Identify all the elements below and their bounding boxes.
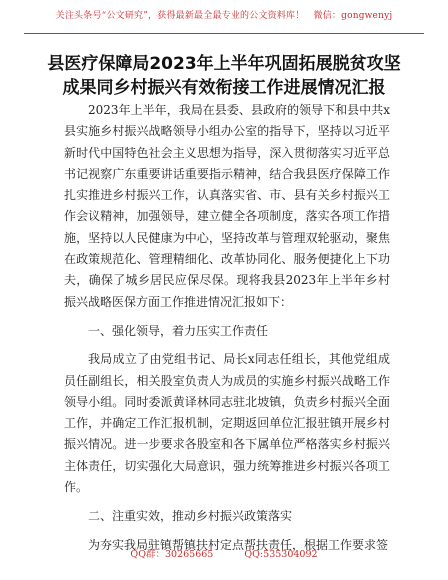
- document-body: [64, 100, 390, 556]
- document-title: [40, 52, 408, 100]
- title-line-1: 县医疗保障局2023年上半年巩固拓展脱贫攻坚: [47, 54, 401, 74]
- section-2-paragraph: 为夯实我局驻镇帮镇扶村定点帮扶责任，根据工作要求签: [88, 537, 389, 552]
- section-heading-1: 一、强化领导，着力压实工作责任: [88, 323, 269, 338]
- footer-contact: [0, 546, 448, 560]
- header-divider: [24, 33, 424, 34]
- header-promo-text: 关注头条号“公文研究”，获得最新最全最专业的公文资料库！: [55, 11, 305, 21]
- header-wechat-text: 微信：gongwenyj: [313, 11, 393, 21]
- intro-paragraph: 2023年上半年，我局在县委、县政府的领导下和县中共x县实施乡村振兴战略领导小组办公室的指导下，坚持以习近平新时代中国特色社会主义思想为指导，深入贯彻落实习近平总书记视察广东重要讲话重要指示精神，结合我县医疗保障工作扎实推进乡村振兴工作，认真落实省、市、县有关乡村振兴工作会议精神，加强领导，建立健全各项制度，落实各项工作措施，坚持以人民健康为中心，坚持改革与管理双轮驱动，聚焦在政策规范化、管理精细化、改革协同化、服务便捷化上下功夫，确保了城乡居民应保尽保。现将我县2023年上半年乡村振兴战略医保方面工作推进情况汇报如下：: [64, 103, 390, 309]
- title-line-2: 成果同乡村振兴有效衔接工作进展情况汇报: [62, 78, 386, 98]
- footer-qq-group: QQ群：30265665: [130, 549, 214, 560]
- section-1-paragraph: 我局成立了由党组书记、局长x同志任组长，其他党组成员任副组长，相关股室负责人为成员的实施乡村振兴战略工作领导小组。同时委派黄译林同志驻北坡镇，负责乡村振兴全面工作，并确定工作汇报机制，定期返回单位汇报驻镇开展乡村振兴情况。进一步要求各股室和各下属单位严格落实乡村振兴主体责任，切实强化大局意识，强力统筹推进乡村振兴各项工作。: [64, 352, 390, 495]
- footer-qq: QQ:535304092: [244, 549, 318, 560]
- section-heading-2: 二、注重实效，推动乡村振兴政策落实: [88, 509, 293, 524]
- header-promo: [0, 8, 448, 21]
